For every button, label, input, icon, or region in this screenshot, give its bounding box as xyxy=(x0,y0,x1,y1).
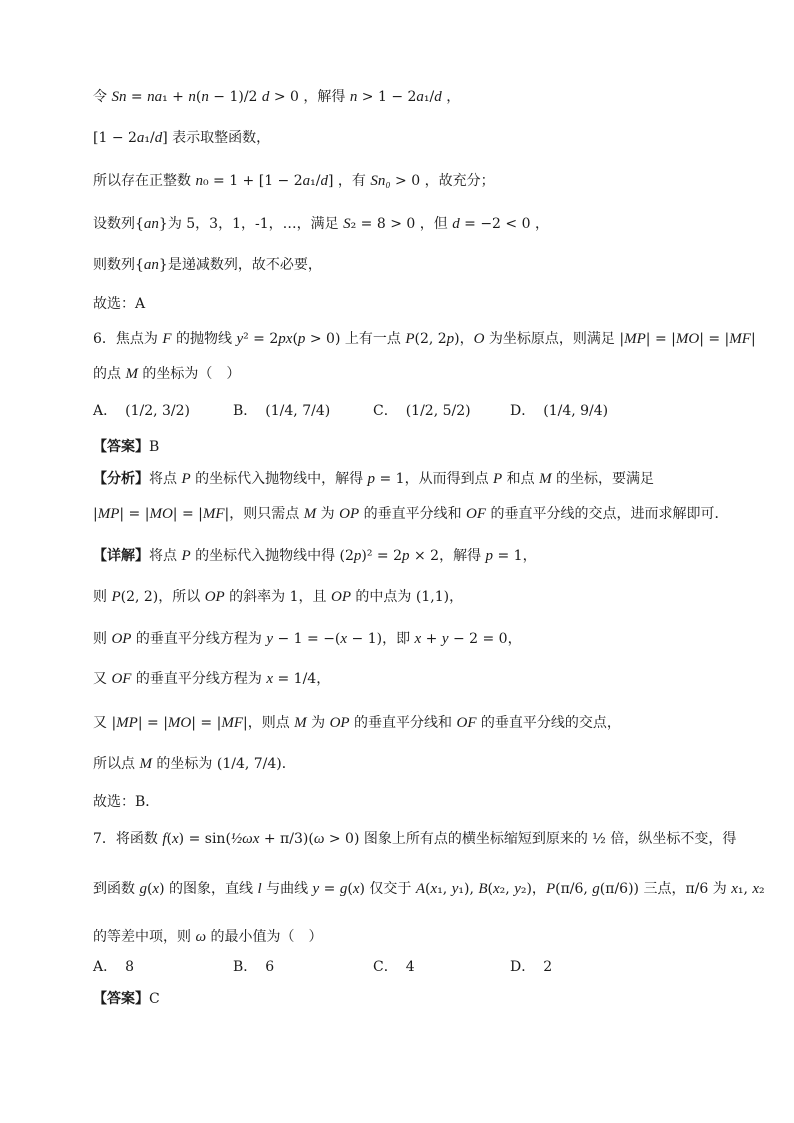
math-symbol: MP xyxy=(116,715,138,731)
q6-choice xyxy=(93,793,734,811)
q7-option-b: B． 6 xyxy=(233,959,275,975)
math-symbol: OP xyxy=(329,715,350,731)
text-run: |，则点 xyxy=(243,715,295,731)
text-run: = 1， xyxy=(493,548,537,564)
text-run: = xyxy=(126,89,148,105)
q6-detail-line-5 xyxy=(93,714,734,732)
math-symbol: MO xyxy=(167,715,192,731)
math-symbol: B xyxy=(478,881,488,897)
q6-answer xyxy=(93,438,734,456)
math-symbol: y xyxy=(236,331,244,347)
q6-option-d: D． (1/4, 9/4) xyxy=(510,403,609,419)
text-run: 的中点为 (1,1)， xyxy=(350,589,464,605)
math-symbol: M xyxy=(294,715,307,731)
text-run: (π/6, xyxy=(555,881,593,897)
text-run: ₁/ xyxy=(310,173,321,189)
text-run: 所以点 xyxy=(93,756,140,772)
text-run: }为 5，3，1，-1，…，满足 xyxy=(158,216,344,232)
math-symbol: d xyxy=(261,89,270,105)
math-symbol: MP xyxy=(97,506,120,522)
math-symbol: n xyxy=(151,216,159,232)
math-symbol: OF xyxy=(111,671,132,687)
text-run: ) 仅交于 xyxy=(359,881,416,897)
math-symbol: x xyxy=(493,881,500,897)
math-symbol: M xyxy=(539,471,552,487)
math-symbol: n₀ xyxy=(377,173,391,189)
q6-detail-line-3 xyxy=(93,630,734,648)
math-symbol: d xyxy=(154,130,163,146)
text-run: 的斜率为 1，且 xyxy=(224,589,331,605)
text-run: 的坐标为（ ） xyxy=(137,366,241,382)
text-run: ₁), xyxy=(458,881,479,897)
text-run: ² = 2 xyxy=(243,331,279,347)
math-symbol: y xyxy=(451,881,459,897)
solution-line-5 xyxy=(93,256,734,274)
q7-option-a: A． 8 xyxy=(93,959,135,975)
text-run: 设数列{ xyxy=(93,216,144,232)
text-run: | = | xyxy=(172,506,203,522)
math-symbol: n xyxy=(201,89,209,105)
math-symbol: P xyxy=(493,471,503,487)
text-run: ₁/ xyxy=(144,130,155,146)
section-tag: 【分析】 xyxy=(93,471,149,487)
math-symbol: MF xyxy=(202,506,225,522)
text-run: ) = sin( xyxy=(178,831,231,847)
text-run: 的垂直平分线的交点，进而求解即可． xyxy=(486,506,729,522)
math-symbol: x xyxy=(352,881,360,897)
section-tag: 【详解】 xyxy=(93,548,149,564)
math-symbol: n xyxy=(151,257,159,273)
solution-line-3 xyxy=(93,172,734,190)
text-run: 所以存在正整数 xyxy=(93,173,196,189)
math-symbol: F xyxy=(162,331,172,347)
text-run: ] 表示取整函数， xyxy=(162,130,271,146)
text-run: | = | xyxy=(191,715,222,731)
math-symbol: S xyxy=(343,216,351,232)
math-symbol: MO xyxy=(149,506,173,522)
text-run: 又 | xyxy=(93,715,117,731)
text-run: ₂ xyxy=(759,881,765,897)
q7-option-c: C． 4 xyxy=(373,959,415,975)
text-run: )² = 2 xyxy=(361,548,403,564)
math-symbol: f xyxy=(162,831,167,847)
text-run: 的等差中项，则 xyxy=(93,929,196,945)
q7-option-d: D． 2 xyxy=(510,959,553,975)
solution-line-2 xyxy=(93,129,734,147)
math-symbol: x xyxy=(430,881,438,897)
math-symbol: OF xyxy=(466,506,487,522)
question-6-stem-cont xyxy=(93,365,734,383)
math-symbol: x xyxy=(266,671,274,687)
q6-detail-line-4 xyxy=(93,670,734,688)
math-symbol: x xyxy=(752,881,760,897)
math-symbol: a xyxy=(143,216,152,232)
math-symbol: p xyxy=(297,331,306,347)
math-symbol: OP xyxy=(330,589,351,605)
text-run: 的坐标为 (1/4, 7/4)． xyxy=(151,756,296,772)
text-run: ( xyxy=(487,881,493,897)
text-run: ₂)， xyxy=(520,881,546,897)
text-run: ( xyxy=(347,881,353,897)
text-run: ₀ = 1 + [1 − 2 xyxy=(202,173,303,189)
math-symbol: P xyxy=(405,331,415,347)
text-run: (2, 2 xyxy=(414,331,447,347)
math-symbol: OP xyxy=(339,506,360,522)
math-symbol: y xyxy=(312,881,320,897)
math-symbol: a xyxy=(416,89,424,105)
text-run: = −2 < 0 ， xyxy=(459,216,549,232)
text-run: × 2，解得 xyxy=(409,548,486,564)
text-run: 的坐标，要满足 xyxy=(551,471,655,487)
text-run: 的最小值为（ ） xyxy=(206,929,323,945)
math-symbol: MP xyxy=(624,331,646,347)
math-symbol: M xyxy=(125,366,138,382)
text-run: 的点 xyxy=(93,366,126,382)
text-run: − 1)，即 xyxy=(347,631,415,647)
math-symbol: g xyxy=(339,881,348,897)
math-symbol: S xyxy=(370,173,378,189)
text-run: 和点 xyxy=(502,471,540,487)
text-run: − 2 = 0， xyxy=(448,631,522,647)
math-symbol: OP xyxy=(204,589,225,605)
text-run: > 1 − 2 xyxy=(357,89,417,105)
math-symbol: y xyxy=(441,631,449,647)
text-run: 的垂直平分线的交点， xyxy=(476,715,621,731)
question-7-stem-cont xyxy=(93,880,765,898)
math-symbol: MF xyxy=(221,715,243,731)
math-symbol: P xyxy=(111,589,121,605)
math-symbol: p xyxy=(485,548,494,564)
question-7-stem xyxy=(93,830,737,848)
text-run: [1 − 2 xyxy=(93,130,137,146)
question-7-stem-end xyxy=(93,928,734,946)
text-run: 将点 xyxy=(149,548,182,564)
math-symbol: O xyxy=(473,331,485,347)
math-symbol: p xyxy=(446,331,455,347)
text-run: = xyxy=(319,881,340,897)
math-symbol: x xyxy=(172,831,179,847)
text-run: 的抛物线 xyxy=(171,331,237,347)
math-symbol: y xyxy=(514,881,521,897)
text-run: 令 xyxy=(93,89,112,105)
text-run: = 1/4， xyxy=(273,671,331,687)
text-run: + xyxy=(421,631,442,647)
text-run: > 0) 上有一点 xyxy=(305,331,406,347)
text-run: ₂, xyxy=(499,881,515,897)
math-symbol: ω xyxy=(313,831,325,847)
q7-answer xyxy=(93,990,734,1008)
text-run: 则 xyxy=(93,589,112,605)
math-symbol: x xyxy=(340,631,348,647)
math-symbol: M xyxy=(139,756,152,772)
q6-detail xyxy=(93,547,734,565)
text-run: 的垂直平分线方程为 xyxy=(131,671,267,687)
math-symbol: x xyxy=(731,881,738,897)
math-symbol: na xyxy=(147,89,163,105)
text-run: ) 的图象，直线 xyxy=(159,881,258,897)
math-symbol: ω xyxy=(195,929,207,945)
q6-detail-line-6 xyxy=(93,755,734,773)
text-run: ， xyxy=(441,89,461,105)
text-run: > 0 ，故充分； xyxy=(390,173,495,189)
text-run: 的垂直平分线和 xyxy=(359,506,467,522)
math-symbol: A xyxy=(415,881,426,897)
text-run: > 0 ，解得 xyxy=(269,89,350,105)
text-run: 的垂直平分线和 xyxy=(349,715,457,731)
math-symbol: p xyxy=(367,471,376,487)
math-symbol: OF xyxy=(456,715,477,731)
text-run: ₁, xyxy=(437,881,452,897)
text-run: 则 xyxy=(93,631,112,647)
text-run: ( xyxy=(292,331,298,347)
text-run: 的垂直平分线方程为 xyxy=(131,631,267,647)
math-symbol: g xyxy=(592,881,600,897)
text-run: 为 xyxy=(306,715,330,731)
text-run: 为 xyxy=(316,506,340,522)
math-symbol: n xyxy=(349,89,358,105)
math-symbol: d xyxy=(452,216,460,232)
math-symbol: P xyxy=(181,471,191,487)
math-symbol: a xyxy=(302,173,311,189)
text-run: − 1)/2 xyxy=(208,89,262,105)
text-run: + π/3)( xyxy=(259,831,314,847)
math-symbol: d xyxy=(434,89,442,105)
text-run: = 1，从而得到点 xyxy=(375,471,494,487)
text-run: 到函数 xyxy=(93,881,140,897)
math-symbol: y xyxy=(266,631,274,647)
math-symbol: d xyxy=(320,173,328,189)
math-symbol: a xyxy=(136,130,145,146)
text-run: C xyxy=(149,991,160,1007)
text-run: 将点 xyxy=(149,471,182,487)
math-symbol: g xyxy=(139,881,147,897)
text-run: ] ，有 xyxy=(328,173,371,189)
math-symbol: MF xyxy=(729,331,751,347)
q6-analysis-cont xyxy=(93,505,734,523)
math-symbol: n xyxy=(118,89,127,105)
math-symbol: x xyxy=(152,881,160,897)
text-run: 与曲线 xyxy=(261,881,313,897)
text-run: )， xyxy=(454,331,474,347)
text-run: 故选：B． xyxy=(93,794,160,810)
math-symbol: p xyxy=(402,548,410,564)
math-symbol: n xyxy=(195,173,203,189)
math-symbol: x xyxy=(252,831,260,847)
q6-option-c: C． (1/2, 5/2) xyxy=(373,403,471,419)
math-symbol: MO xyxy=(675,331,700,347)
text-run: 则数列{ xyxy=(93,257,144,273)
text-run: 7．将函数 xyxy=(93,831,163,847)
math-symbol: px xyxy=(278,331,293,347)
text-run: ( xyxy=(425,881,431,897)
text-run: ₁/ xyxy=(423,89,435,105)
text-run: | xyxy=(93,506,98,522)
math-symbol: M xyxy=(303,506,317,522)
text-run: | = | xyxy=(137,715,168,731)
text-run: 的坐标代入抛物线中得 (2 xyxy=(190,548,354,564)
text-run: − 1 = −( xyxy=(273,631,341,647)
q6-option-b: B． (1/4, 7/4) xyxy=(233,403,331,419)
math-symbol: S xyxy=(111,89,119,105)
section-tag: 【答案】 xyxy=(93,991,149,1007)
text-run: 的坐标代入抛物线中，解得 xyxy=(190,471,368,487)
text-run: (π/6)) 三点，π/6 为 xyxy=(599,881,732,897)
text-run: 又 xyxy=(93,671,112,687)
text-run: ₂ = 8 > 0 ，但 xyxy=(350,216,453,232)
answer-choice-line xyxy=(93,295,734,313)
text-run: | = | xyxy=(699,331,730,347)
math-symbol: p xyxy=(353,548,362,564)
math-symbol: P xyxy=(545,881,556,897)
section-tag: 【答案】 xyxy=(93,439,149,455)
text-run: (2, 2)，所以 xyxy=(120,589,205,605)
text-run: B xyxy=(149,439,160,455)
text-run: > 0) 图象上所有点的横坐标缩短到原来的 ½ 倍，纵坐标不变，得 xyxy=(324,831,737,847)
q6-analysis xyxy=(93,470,734,488)
text-run: ₁ + xyxy=(162,89,189,105)
text-run: ₁, xyxy=(737,881,753,897)
text-run: 为坐标原点，则满足 | xyxy=(484,331,625,347)
math-symbol: n xyxy=(188,89,196,105)
text-run: }是递减数列，故不必要， xyxy=(158,257,322,273)
text-run: | = | xyxy=(645,331,676,347)
q6-option-a: A． (1/2, 3/2) xyxy=(93,403,191,419)
text-run: |，则只需点 xyxy=(224,506,304,522)
text-run: 6．焦点为 xyxy=(93,331,163,347)
math-symbol: l xyxy=(257,881,262,897)
text-run: ( xyxy=(166,831,172,847)
text-run: ( xyxy=(195,89,202,105)
text-run: | xyxy=(750,331,756,347)
text-run: ( xyxy=(146,881,153,897)
math-symbol: OP xyxy=(111,631,132,647)
math-symbol: P xyxy=(181,548,191,564)
text-run: | = | xyxy=(119,506,150,522)
text-run: 故选：A xyxy=(93,296,146,312)
math-symbol: x xyxy=(414,631,422,647)
solution-line-1 xyxy=(93,88,734,106)
math-symbol: ½ω xyxy=(230,831,253,847)
math-symbol: a xyxy=(143,257,152,273)
question-6-stem xyxy=(93,330,756,348)
solution-line-4 xyxy=(93,215,734,233)
q6-detail-line-2 xyxy=(93,588,734,606)
